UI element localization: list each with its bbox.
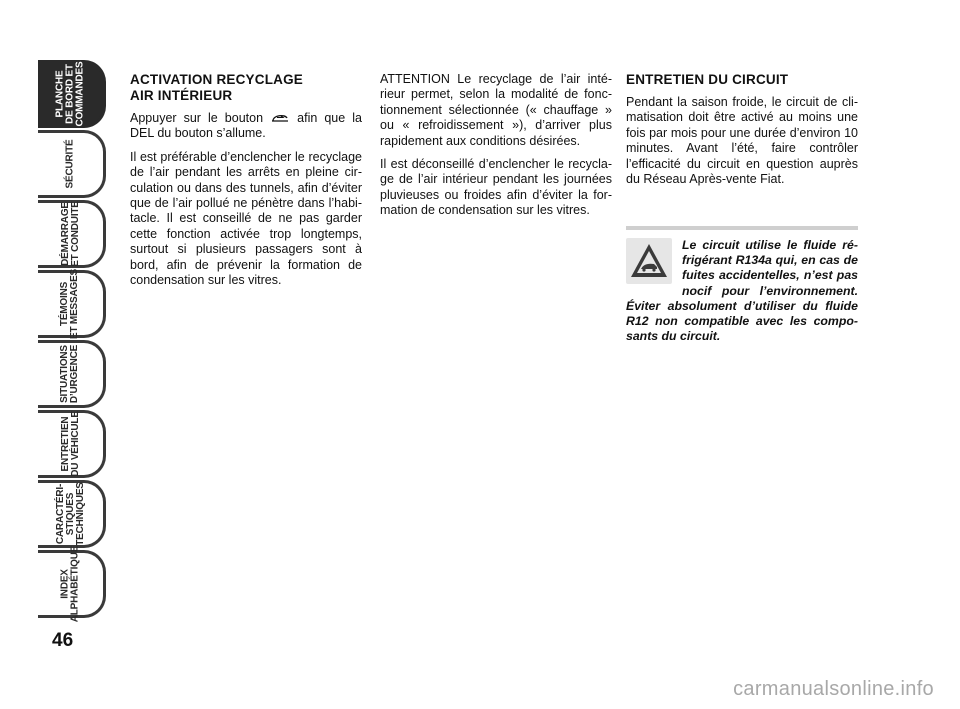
- environment-warning-icon: [626, 238, 672, 284]
- text: Appuyer sur le bouton: [130, 111, 264, 125]
- tab-label: CARACTÉRI- STIQUES TECHNIQUES: [54, 482, 86, 546]
- section-title-entretien: ENTRETIEN DU CIRCUIT: [626, 72, 789, 87]
- tab-label: TÉMOINS ET MESSAGES: [59, 268, 81, 340]
- tab-label: DÉMARRAGE ET CONDUITE: [59, 201, 81, 267]
- text: afin que la DEL du bouton s’allume.: [130, 111, 362, 141]
- column-attention: [380, 72, 612, 227]
- page-number: 46: [52, 630, 74, 651]
- warning-text: Le circuit utilise le fluide réfrigérant R134a qui, en cas de fuites accidentelles, n’est pas nocif pour l’environnement. Éviter absolument d’utiliser du fluide R12 non compatible avec les composants du circuit.: [626, 238, 858, 344]
- watermark: carmanualsonline.info: [733, 678, 934, 700]
- tab-label: INDEX ALPHABÉTIQUE: [59, 545, 81, 623]
- paragraph: Il est préférable d’enclencher le recyclage de l’air pendant les arrêts en pleine circulation ou dans des tunnels, afin d’éviter que de l’air pollué ne pénètre dans l’habitacle. Il est conseillé de ne pas garder cette fonction activée trop longtemps, surtout si plusieurs passagers sont à bord, afin de prévenir la formation de condensation sur les vitres.: [130, 149, 362, 288]
- tab-caracteristiques[interactable]: [38, 480, 106, 548]
- tab-label: SITUATIONS D’URGENCE: [59, 344, 81, 404]
- tab-situations-urgence[interactable]: [38, 340, 106, 408]
- section-title-recyclage: ACTIVATION RECYCLAGE AIR INTÉRIEUR: [130, 72, 304, 103]
- warning-box: [626, 226, 858, 344]
- tab-label: PLANCHE DE BORD ET COMMANDES: [54, 61, 86, 127]
- tab-label: ENTRETIEN DU VÉHICULE: [59, 411, 81, 477]
- paragraph: ATTENTION Le recyclage de l’air intérieur permet, selon la modalité de fonctionnement sélectionnée (« chauffage » ou « refroidissement »), d’arriver plus rapidement aux conditions désirées.: [380, 72, 612, 148]
- paragraph: [130, 111, 362, 142]
- paragraph: Pendant la saison froide, le circuit de climatisation doit être activé au moins une fois par mois pour une durée d’environ 10 minutes. Avant l’été, faire contrôler l’efficacité du circuit en question auprès du Réseau Après-vente Fiat.: [626, 95, 858, 187]
- recirculation-button-icon: [270, 112, 290, 124]
- tab-planche-de-bord[interactable]: [38, 60, 106, 128]
- column-recyclage: [130, 72, 362, 296]
- tab-index[interactable]: [38, 545, 106, 623]
- tab-label: SÉCURITÉ: [64, 139, 76, 189]
- tab-securite[interactable]: [38, 130, 106, 198]
- tab-demarrage[interactable]: [38, 200, 106, 268]
- paragraph: Il est déconseillé d’enclencher le recyclage de l’air intérieur pendant les journées pluvieuses ou froides afin d’éviter la formation de condensation sur les vitres.: [380, 157, 612, 218]
- column-entretien: [626, 72, 858, 195]
- tab-temoins[interactable]: [38, 270, 106, 338]
- tab-entretien-vehicule[interactable]: [38, 410, 106, 478]
